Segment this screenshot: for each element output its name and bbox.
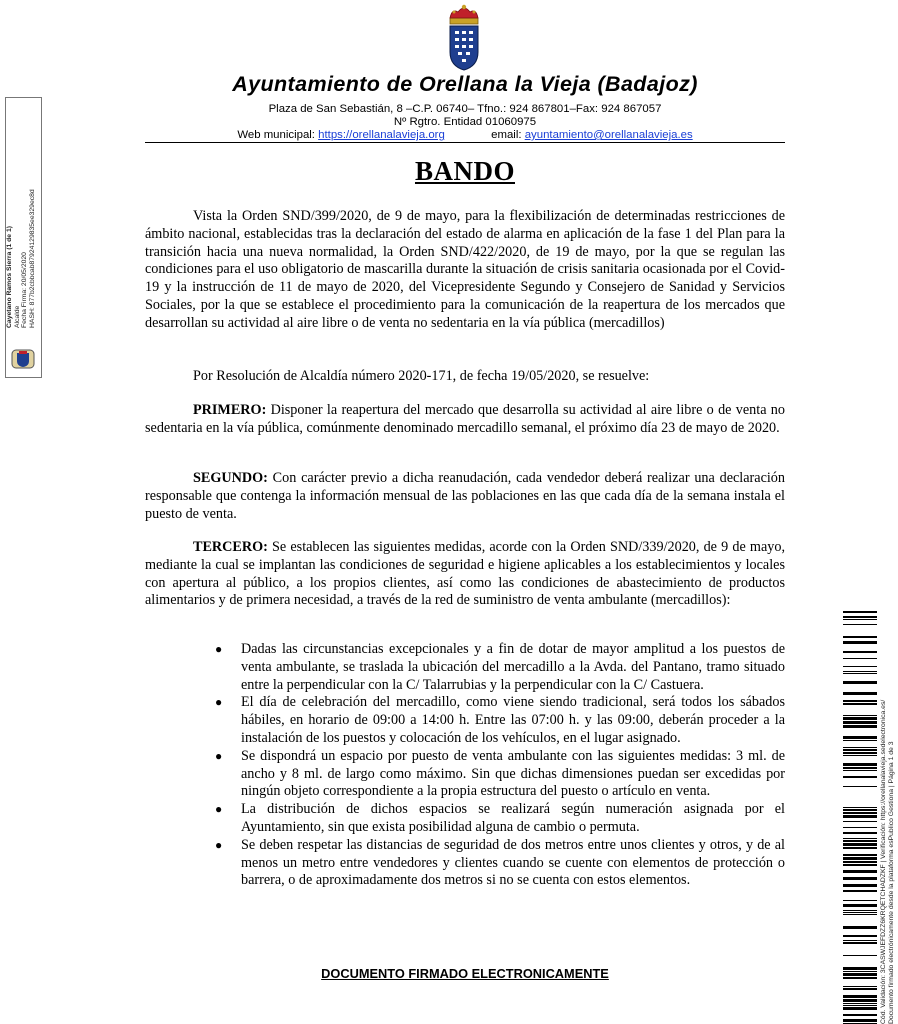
- barcode-bar: [843, 967, 877, 970]
- signed-notice: DOCUMENTO FIRMADO ELECTRONICAMENTE: [321, 966, 609, 981]
- barcode-bar: [843, 1019, 877, 1022]
- barcode-bar: [843, 717, 877, 720]
- barcode-bar: [843, 910, 877, 911]
- barcode-bar: [843, 703, 877, 705]
- email-label: email:: [491, 129, 522, 141]
- registry-number: Nº Rgtro. Entidad 01060975: [393, 116, 537, 128]
- barcode-icon: [843, 611, 877, 1024]
- barcode-bar: [843, 763, 877, 766]
- primero-text: Disponer la reapertura del mercado que desarrolla su actividad al aire libre o de venta no sedentaria en la vía pública, comúnmente denominado mercadillo semanal, el próximo día 23 de mayo de 2020.: [145, 402, 785, 436]
- barcode-bar: [843, 619, 877, 620]
- barcode-bar: [843, 995, 877, 998]
- measure-text: Dadas las circunstancias excepcionales y a fin de dotar de mayor amplitud a los puestos de venta ambulante, se traslada la ubicación del mercadillo a la Avda. del Pantano, tramo situado entre la perpendicular con la C/ Talarrubias y la perpendicular con la C/ Castuera.: [241, 641, 785, 693]
- list-item: [145, 748, 785, 801]
- segundo-text: Con carácter previo a dicha reanudación, cada vendedor deberá realizar una declaración responsable que contenga la información mensual de las poblaciones en las que cada día de la semana instala el puesto de venta.: [145, 470, 785, 522]
- barcode-bar: [843, 755, 877, 756]
- segundo-paragraph: [145, 470, 785, 523]
- contact-line: [145, 128, 785, 142]
- barcode-bar: [843, 807, 877, 808]
- segundo-label: SEGUNDO:: [193, 470, 268, 486]
- barcode-bar: [843, 749, 877, 751]
- barcode-bar: [843, 651, 877, 653]
- tercero-paragraph: [145, 539, 785, 610]
- primero-paragraph: [145, 402, 785, 438]
- barcode-bar: [843, 747, 877, 748]
- barcode-bar: [843, 986, 877, 987]
- barcode-bar: [843, 770, 877, 771]
- barcode-bar: [843, 681, 877, 684]
- list-item: [145, 641, 785, 694]
- tercero-text: Se establecen las siguientes medidas, acorde con la Orden SND/339/2020, de 9 de mayo, mediante la cual se implantan las condiciones de seguridad e higiene aplicables a los establecimientos y locales con apertura al público, a los propios clientes, así como las condiciones de abastecimiento de productos alimentarios y de primera necesidad, a través de la red de suministro de venta ambulante (mercadillos):: [145, 539, 785, 609]
- barcode-bar: [843, 827, 877, 828]
- barcode-bar: [843, 752, 877, 754]
- bullet-icon: ●: [215, 802, 223, 817]
- barcode-bar: [843, 926, 877, 929]
- barcode-bar: [843, 973, 877, 976]
- signature-hash: HASH: 877b2cbbcab87924129835ee329ec8d: [28, 189, 36, 328]
- barcode-bar: [843, 636, 877, 638]
- barcode-bar: [843, 815, 877, 818]
- barcode-bar: [843, 999, 877, 1002]
- bullet-icon: ●: [215, 642, 223, 656]
- barcode-bar: [843, 971, 877, 972]
- resolution-paragraph: Por Resolución de Alcaldía número 2020-171, de fecha 19/05/2020, se resuelve:: [193, 368, 650, 384]
- barcode-bar: [843, 877, 877, 880]
- measure-text: El día de celebración del mercadillo, como viene siendo tradicional, será todos los sábados hábiles, en horario de 09:00 a 14:00 h. Entre las 07:00 h. y las 09:00, deberán proceder a la instalación de los puestos y colocación de los vehículos, en el lugar asignado.: [241, 694, 785, 746]
- barcode-bar: [843, 611, 877, 613]
- measures-list: [145, 641, 785, 890]
- barcode-bar: [843, 673, 877, 674]
- barcode-bar: [843, 870, 877, 873]
- email-link[interactable]: ayuntamiento@orellanalavieja.es: [524, 129, 693, 141]
- primero-label: PRIMERO:: [193, 402, 267, 418]
- barcode-bar: [843, 1007, 877, 1010]
- signer-name: Cayetano Ramos Sierra (1 de 1): [6, 226, 13, 328]
- barcode-bar: [843, 812, 877, 814]
- barcode-bar: [843, 840, 877, 842]
- measure-text: La distribución de dichos espacios se realizará según numeración asignada por el Ayuntamiento, sin que exista posibilidad alguna de cambio o permuta.: [241, 801, 785, 835]
- barcode-bar: [843, 838, 877, 839]
- barcode-bar: [843, 658, 877, 659]
- header-divider: [145, 142, 785, 143]
- intro-paragraph: Vista la Orden SND/399/2020, de 9 de mayo, para la flexibilización de determinadas restricciones de ámbito nacional, establecidas tras la declaración del estado de alarma en aplicación de la fase 1 del Plan para la transición hacia una nueva normalidad, la Orden SND/422/2020, de 19 de mayo, por la que se regulan las condiciones para el uso obligatorio de mascarilla durante la situación de crisis sanitaria ocasionada por el Covid-19 y la instrucción de 11 de mayo de 2020, del Vicepresidente Segundo y Consejero de Sanidad y Servicios Sociales, por la que se establece el procedimiento para la comunicación de la reapertura de los mercados que desarrollan su actividad al aire libre o de venta no sedentaria en la vía pública (mercadillos): [145, 208, 785, 331]
- signature-date: Fecha Firma: 20/05/2020: [21, 252, 29, 328]
- barcode-bar: [843, 832, 877, 834]
- barcode-bar: [843, 1014, 877, 1016]
- bullet-icon: ●: [215, 748, 223, 763]
- tercero-label: TERCERO:: [193, 539, 268, 555]
- signature-seal-icon: [11, 349, 35, 369]
- barcode-bar: [843, 736, 877, 739]
- measure-text: Se deben respetar las distancias de seguridad de dos metros entre unos clientes y otros, y de al menos un metro entre vendedores y clientes cuando se cuente con elementos de protección o barrera, o de aproximadamente dos metros si no se cuenta con estos elementos.: [241, 836, 785, 889]
- barcode-bar: [843, 641, 877, 644]
- barcode-bar: [843, 890, 877, 892]
- platform-notice: Documento firmado electrónicamente desde la plataforma esPublico Gestiona | Página 1 de 3: [888, 741, 895, 1024]
- barcode-bar: [843, 940, 877, 941]
- list-item: [145, 837, 785, 890]
- barcode-bar: [843, 912, 877, 913]
- signer-role: Alcalde: [13, 305, 21, 328]
- barcode-bar: [843, 700, 877, 702]
- barcode-bar: [843, 857, 877, 860]
- barcode-bar: [843, 666, 877, 667]
- barcode-bar: [843, 721, 877, 724]
- barcode-bar: [843, 671, 877, 672]
- barcode-bar: [843, 904, 877, 907]
- barcode-bar: [843, 900, 877, 901]
- validation-code: Cód. Validación: 3CASWJEFDZZ6KRQETCHADZKF | Verificación: https://orellanalavieja.sedelectronica.es/: [880, 699, 887, 1024]
- barcode-bar: [843, 740, 877, 741]
- list-item: [145, 801, 785, 837]
- barcode-bar: [843, 786, 877, 787]
- barcode-bar: [843, 935, 877, 937]
- barcode-bar: [843, 955, 877, 956]
- barcode-bar: [843, 843, 877, 846]
- barcode-bar: [843, 914, 877, 915]
- barcode-bar: [843, 624, 877, 625]
- barcode-bar: [843, 861, 877, 863]
- barcode-bar: [843, 692, 877, 695]
- barcode-bar: [843, 847, 877, 849]
- list-item: [145, 694, 785, 747]
- bullet-icon: ●: [215, 695, 223, 710]
- municipal-crest-icon: [444, 4, 484, 72]
- barcode-bar: [843, 1003, 877, 1004]
- barcode-bar: [843, 864, 877, 866]
- barcode-bar: [843, 616, 877, 618]
- measure-text: Se dispondrá un espacio por puesto de venta ambulante con las siguientes medidas: 3 ml. de ancho y 8 ml. de largo como máximo. Sin que dichas dimensiones puedan ser excedidas por ningún objeto correspondiente a la propia estructura del puesto o artículo en venta.: [241, 747, 785, 800]
- web-label: Web municipal:: [237, 129, 315, 141]
- municipality-address: Plaza de San Sebastián, 8 –C.P. 06740– Tfno.: 924 867801–Fax: 924 867057: [268, 103, 662, 115]
- barcode-bar: [843, 942, 877, 944]
- barcode-bar: [843, 884, 877, 887]
- barcode-bar: [843, 1005, 877, 1006]
- web-link[interactable]: https://orellanalavieja.org: [318, 129, 445, 141]
- barcode-bar: [843, 725, 877, 728]
- barcode-bar: [843, 809, 877, 811]
- municipality-title: Ayuntamiento de Orellana la Vieja (Badajoz): [232, 72, 698, 96]
- document-title: BANDO: [414, 156, 515, 186]
- barcode-bar: [843, 977, 877, 979]
- barcode-bar: [843, 988, 877, 990]
- barcode-bar: [843, 854, 877, 856]
- bullet-icon: ●: [215, 837, 223, 852]
- barcode-bar: [843, 715, 877, 716]
- barcode-bar: [843, 767, 877, 769]
- barcode-bar: [843, 821, 877, 822]
- barcode-bar: [843, 776, 877, 778]
